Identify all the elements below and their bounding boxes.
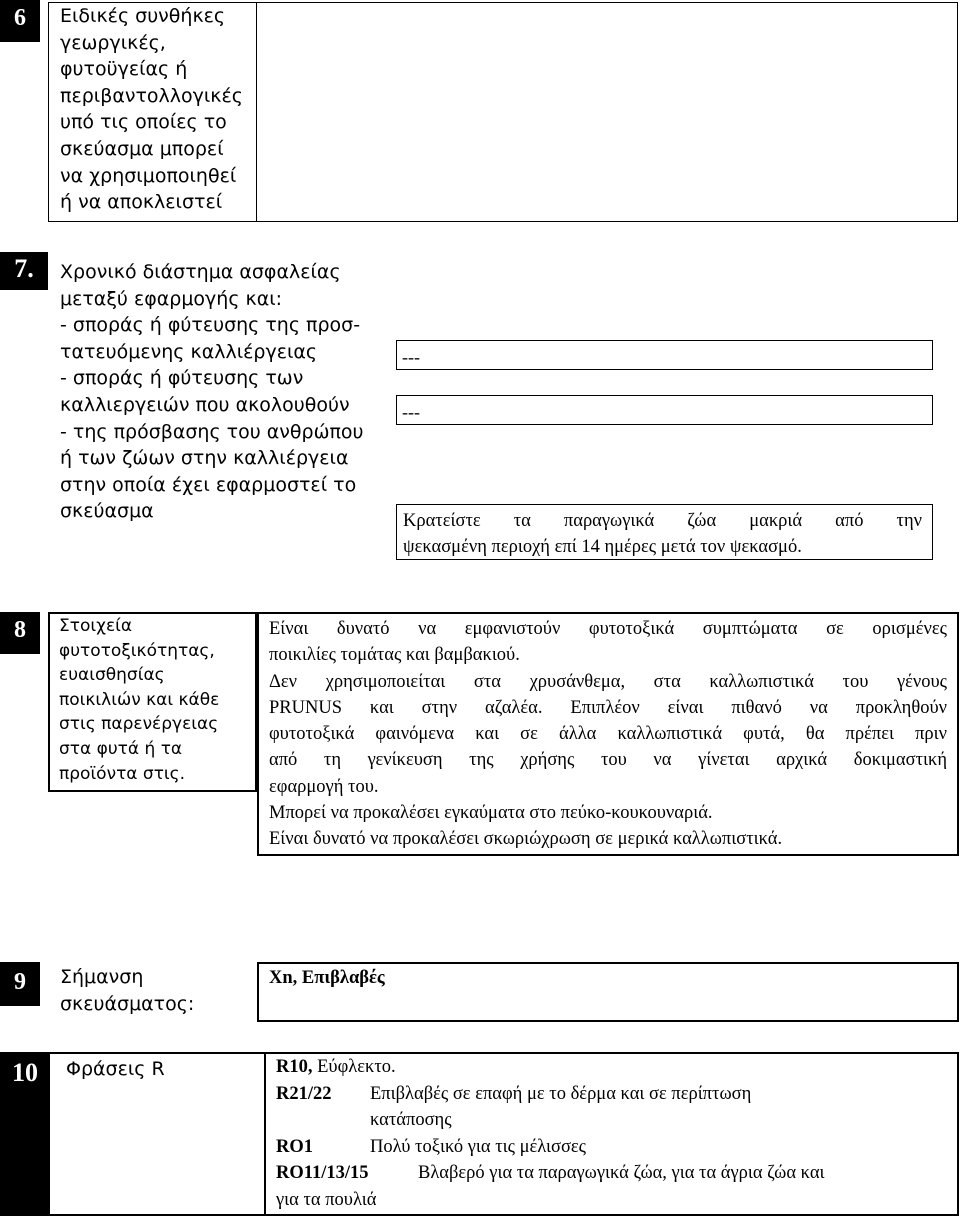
section-6-label (60, 3, 256, 216)
section-7-label (60, 259, 400, 525)
field-value: --- (402, 402, 420, 422)
text-line: Είναι δυνατό να εμφανιστούν φυτοτοξικά συμπτώματα σε ορισμένες (269, 619, 947, 639)
label-line: σκεύασμα (60, 500, 154, 523)
phrase-code: R10, (276, 1057, 313, 1077)
text-line: Κρατείστε τα παραγωγικά ζώα μακριά από την (403, 511, 922, 531)
label-line: στην οποία έχει εφαρμοστεί το (60, 473, 357, 496)
phrase-text: Πολύ τοξικό για τις μέλισσες (370, 1136, 587, 1157)
label-line: Χρονικό διάστημα ασφαλείας (60, 261, 341, 283)
section-number-7: 7. (0, 252, 48, 290)
phrase-r21-22 (276, 1081, 954, 1108)
section-number-10: 10 (0, 1052, 50, 1216)
label-line: να χρησιμοποιηθεί (60, 164, 237, 187)
label-line: ή να αποκλειστεί (60, 191, 223, 214)
label-line: φυτοτοξικότητας, (59, 640, 215, 661)
label-line: στις παρενέργειας (59, 714, 219, 735)
label-line: υπό τις οποίες το (60, 111, 227, 134)
phrase-code: RO11/13/15 (276, 1163, 369, 1183)
text-line: Είναι δυνατό να προκαλέσει σκωριώχρωση σε μερικά καλλωπιστικά. (269, 829, 783, 850)
section-number-8: 8 (0, 612, 40, 654)
hazard-label: Xn, Επιβλαβές (269, 968, 385, 988)
phrase-code: RO1 (276, 1136, 313, 1157)
text-line: ποικιλίες τομάτας και βαμβακιού. (269, 645, 520, 666)
phrase-code: R21/22 (276, 1083, 332, 1104)
label-line: Ειδικές συνθήκες (60, 5, 226, 27)
phrase-text: Εύφλεκτο. (312, 1057, 396, 1077)
section-number-9: 9 (0, 962, 40, 1006)
section-7-field-access (396, 504, 933, 560)
label-line: τατευόμενης καλλιέργειας (60, 340, 318, 363)
label-line: μεταξύ εφαρμογής και: (60, 287, 283, 310)
label-line: Στοιχεία (59, 616, 133, 636)
section-6-value-box (256, 2, 958, 222)
section-7-field-following-crops (396, 395, 933, 425)
section-9-label (60, 964, 250, 1017)
text-line: ψεκασμένη περιοχή επί 14 ημέρες μετά τον ψεκασμό. (403, 537, 802, 558)
phrase-text: για τα πουλιά (276, 1189, 377, 1210)
field-value: --- (402, 347, 420, 367)
label-line: περιβαντολλογικές (60, 84, 243, 107)
label-line: γεωργικές, (60, 31, 166, 54)
phrase-r10 (276, 1054, 954, 1081)
label-line: προϊόντα στις. (59, 763, 186, 784)
label-line: - της πρόσβασης του ανθρώπου (60, 420, 364, 443)
label-line: ή των ζώων στην καλλιέργεια (60, 447, 349, 470)
label-line: ποικιλιών και κάθε (59, 689, 220, 710)
phrase-r21-22-cont (276, 1107, 954, 1134)
section-8-label (59, 614, 253, 786)
label-line: Σήμανση (60, 966, 144, 988)
label-line: σκεύασμα μπορεί (60, 137, 224, 160)
section-7-field-crop (396, 340, 933, 370)
text-line: Μπορεί να προκαλέσει εγκαύματα στο πεύκο-κουκουναριά. (269, 803, 713, 824)
text-line: Δεν χρησιμοποιείται στα χρυσάνθεμα, στα καλλωπιστικά του γένους (269, 671, 947, 692)
phrase-ro1 (276, 1134, 954, 1161)
label-line: - σποράς ή φύτευσης της προσ- (60, 314, 361, 337)
phrase-text: Επιβλαβές σε επαφή με το δέρμα και σε περίπτωση (370, 1083, 752, 1104)
label-line: καλλιεργειών που ακολουθούν (60, 393, 350, 416)
section-9-value-box (257, 962, 959, 1022)
text-line: από τη γενίκευση της χρήσης του να γίνεται αρχικά δοκιμαστική (269, 750, 947, 771)
section-number-6: 6 (0, 0, 40, 42)
section-10-label: Φράσεις R (66, 1058, 165, 1080)
phrase-ro11 (276, 1160, 954, 1187)
section-10-phrases (264, 1054, 954, 1216)
label-line: - σποράς ή φύτευσης των (60, 367, 304, 390)
phrase-text: Βλαβερό για τα παραγωγικά ζώα, για τα άγρια ζώα και (418, 1163, 825, 1183)
label-line: ευαισθησίας (59, 665, 165, 686)
text-line: PRUNUS και στην αζαλέα. Επιπλέον είναι πιθανό να προκληθούν (269, 697, 947, 718)
phrase-text: κατάποσης (370, 1110, 452, 1130)
phrase-ro11-cont (276, 1187, 954, 1214)
label-line: φυτοϋγείας ή (60, 58, 188, 81)
label-line: στα φυτά ή τα (59, 738, 183, 759)
label-line: σκευάσματος: (60, 992, 195, 1015)
text-line: εφαρμογή του. (269, 776, 379, 797)
text-line: φυτοτοξικά φαινόμενα και σε άλλα καλλωπιστικά φυτά, θα πρέπει πριν (269, 724, 947, 745)
section-8-text-box (257, 612, 959, 856)
